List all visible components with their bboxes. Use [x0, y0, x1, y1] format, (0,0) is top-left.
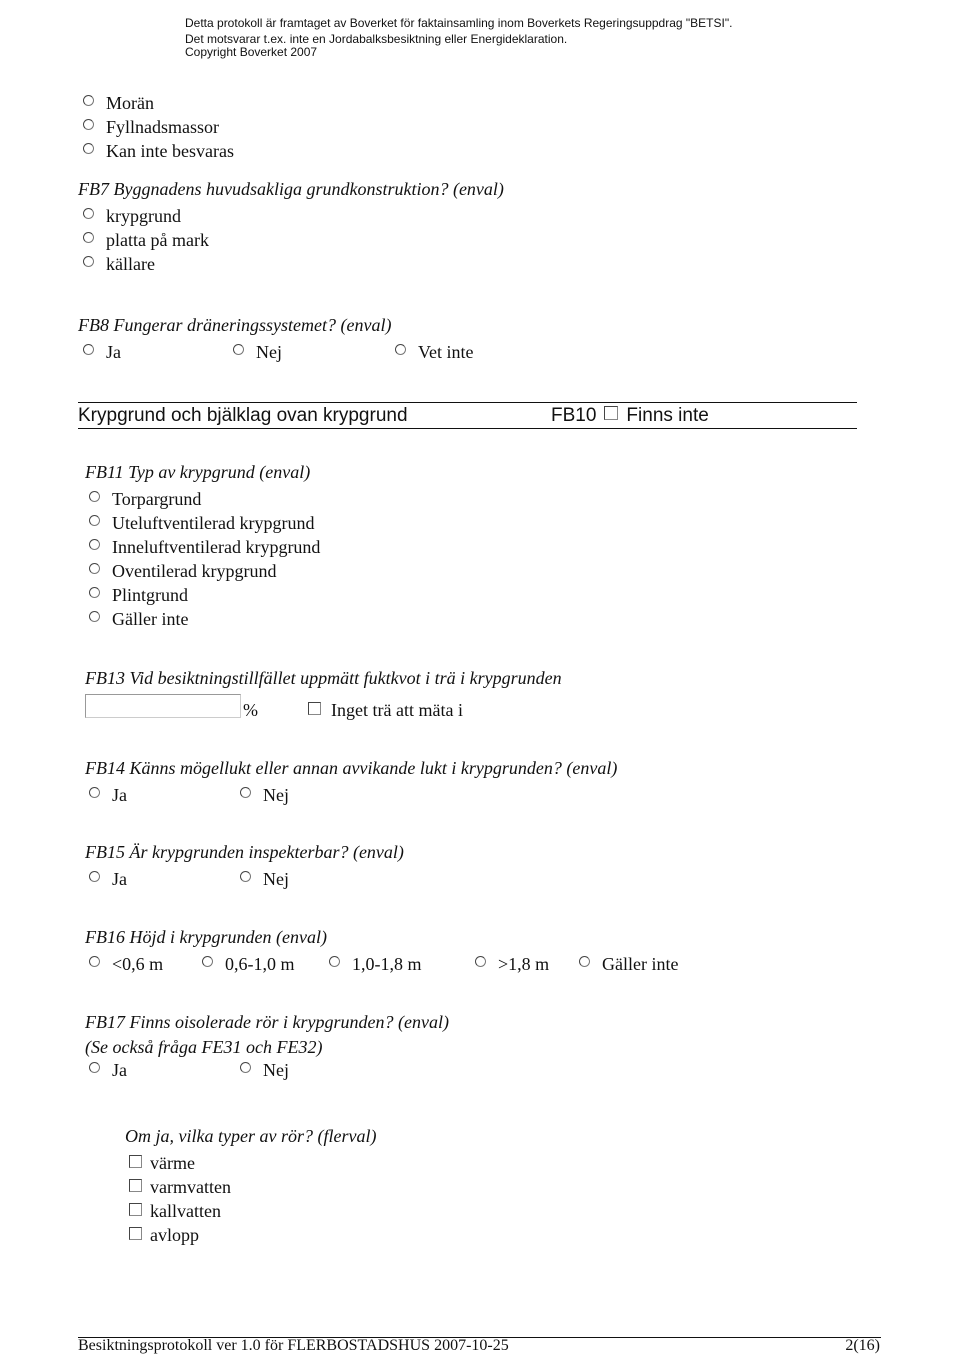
- checkbox-label: varmvatten: [150, 1177, 231, 1197]
- option-label: Gäller inte: [112, 609, 189, 629]
- fb14-option-nej[interactable]: [240, 785, 289, 806]
- checkbox[interactable]: [129, 1155, 142, 1168]
- option-label: Morän: [106, 93, 154, 113]
- fb11-option-oventilerad[interactable]: [89, 561, 276, 582]
- option-label: Nej: [256, 342, 282, 362]
- checkbox-label: Finns inte: [626, 405, 709, 426]
- option-label: Inneluftventilerad krypgrund: [112, 537, 321, 557]
- option-label: Ja: [112, 869, 127, 889]
- checkbox-label: Inget trä att mäta i: [331, 700, 463, 720]
- fb16-option-gt18[interactable]: [475, 954, 549, 975]
- radio-button[interactable]: [83, 256, 94, 267]
- option-label: Nej: [263, 1060, 289, 1080]
- fb11-option-plintgrund[interactable]: [89, 585, 188, 606]
- fb15-option-nej[interactable]: [240, 869, 289, 890]
- radio-button[interactable]: [83, 344, 94, 355]
- fb7-option-kallare[interactable]: [83, 254, 155, 275]
- pipe-type-kallvatten[interactable]: [129, 1201, 221, 1222]
- option-label: Gäller inte: [602, 954, 679, 974]
- fb15-option-ja[interactable]: [89, 869, 127, 890]
- fb15-question: FB15 Är krypgrunden inspekterbar? (enval): [85, 842, 404, 862]
- radio-button[interactable]: [89, 611, 100, 622]
- fb17-question: FB17 Finns oisolerade rör i krypgrunden? (enval): [85, 1012, 449, 1032]
- radio-button[interactable]: [579, 956, 590, 967]
- fb14-question: FB14 Känns mögellukt eller annan avvikande lukt i krypgrunden? (enval): [85, 758, 618, 778]
- radio-button[interactable]: [89, 871, 100, 882]
- radio-button[interactable]: [89, 1062, 100, 1073]
- radio-button[interactable]: [89, 563, 100, 574]
- checkbox[interactable]: [308, 702, 321, 715]
- fb7-option-krypgrund[interactable]: [83, 206, 181, 227]
- header-disclaimer-line2: Det motsvarar t.ex. inte en Jordabalksbesiktning eller Energideklaration.: [185, 32, 568, 46]
- section-title: Krypgrund och bjälklag ovan krypgrund: [78, 405, 408, 426]
- option-label: <0,6 m: [112, 954, 164, 974]
- radio-button[interactable]: [329, 956, 340, 967]
- section-top-rule: [78, 402, 857, 403]
- soil-option-moran[interactable]: [83, 93, 154, 114]
- checkbox-label: avlopp: [150, 1225, 199, 1245]
- radio-button[interactable]: [240, 1062, 251, 1073]
- radio-button[interactable]: [89, 787, 100, 798]
- section-bottom-rule: [78, 428, 857, 429]
- radio-button[interactable]: [395, 344, 406, 355]
- option-label: Plintgrund: [112, 585, 189, 605]
- radio-button[interactable]: [202, 956, 213, 967]
- header-copyright: Copyright Boverket 2007: [185, 45, 318, 59]
- radio-button[interactable]: [475, 956, 486, 967]
- fb16-question: FB16 Höjd i krypgrunden (enval): [85, 927, 327, 947]
- option-label: 0,6-1,0 m: [225, 954, 295, 974]
- fb8-option-ja[interactable]: [83, 342, 121, 363]
- header-disclaimer-line1: Detta protokoll är framtaget av Boverket för faktainsamling inom Boverkets Regeringsuppdrag "BETSI".: [185, 16, 733, 30]
- footer-document-title: Besiktningsprotokoll ver 1.0 för FLERBOSTADSHUS 2007-10-25: [78, 1337, 509, 1354]
- checkbox[interactable]: [129, 1203, 142, 1216]
- fb16-option-10-18[interactable]: [329, 954, 422, 975]
- pipe-type-avlopp[interactable]: [129, 1225, 199, 1246]
- radio-button[interactable]: [89, 539, 100, 550]
- option-label: Ja: [106, 342, 121, 362]
- radio-button[interactable]: [233, 344, 244, 355]
- checkbox-label: värme: [150, 1153, 195, 1173]
- radio-button[interactable]: [89, 515, 100, 526]
- option-label: Uteluftventilerad krypgrund: [112, 513, 315, 533]
- radio-button[interactable]: [89, 956, 100, 967]
- section-code: FB10: [551, 405, 597, 426]
- option-label: Oventilerad krypgrund: [112, 561, 277, 581]
- option-label: Ja: [112, 785, 127, 805]
- fb11-option-uteluft[interactable]: [89, 513, 314, 534]
- checkbox[interactable]: [129, 1179, 142, 1192]
- fb13-question: FB13 Vid besiktningstillfället uppmätt fuktkvot i trä i krypgrunden: [85, 668, 562, 688]
- soil-option-fyllnadsmassor[interactable]: [83, 117, 219, 138]
- option-label: krypgrund: [106, 206, 181, 226]
- radio-button[interactable]: [83, 208, 94, 219]
- fb16-option-galler-inte[interactable]: [579, 954, 678, 975]
- checkbox[interactable]: [604, 406, 618, 420]
- fuktkvot-input[interactable]: [85, 694, 241, 718]
- fb8-option-nej[interactable]: [233, 342, 282, 363]
- fb13-no-wood[interactable]: [308, 700, 463, 721]
- radio-button[interactable]: [83, 95, 94, 106]
- fb8-option-vet-inte[interactable]: [395, 342, 474, 363]
- option-label: >1,8 m: [498, 954, 550, 974]
- option-label: källare: [106, 254, 155, 274]
- fb11-option-torpargrund[interactable]: [89, 489, 201, 510]
- radio-button[interactable]: [83, 232, 94, 243]
- section-fb10[interactable]: [551, 405, 709, 427]
- fb16-option-06-10[interactable]: [202, 954, 295, 975]
- radio-button[interactable]: [240, 787, 251, 798]
- fb11-option-inneluft[interactable]: [89, 537, 320, 558]
- radio-button[interactable]: [83, 143, 94, 154]
- option-label: Nej: [263, 869, 289, 889]
- option-label: platta på mark: [106, 230, 209, 250]
- checkbox-label: kallvatten: [150, 1201, 221, 1221]
- footer-page-number: 2(16): [845, 1337, 880, 1354]
- option-label: Kan inte besvaras: [106, 141, 234, 161]
- option-label: Torpargrund: [112, 489, 202, 509]
- option-label: Ja: [112, 1060, 127, 1080]
- soil-option-kan-inte-besvaras[interactable]: [83, 141, 234, 162]
- fb17-sub-question: Om ja, vilka typer av rör? (flerval): [125, 1126, 377, 1146]
- checkbox[interactable]: [129, 1227, 142, 1240]
- fb8-question: FB8 Fungerar dräneringssystemet? (enval): [78, 315, 392, 335]
- fb17-option-ja[interactable]: [89, 1060, 127, 1081]
- option-label: Nej: [263, 785, 289, 805]
- fb17-question-reference: (Se också fråga FE31 och FE32): [85, 1037, 323, 1057]
- percent-unit: %: [243, 700, 258, 720]
- radio-button[interactable]: [240, 871, 251, 882]
- fb14-option-ja[interactable]: [89, 785, 127, 806]
- radio-button[interactable]: [89, 587, 100, 598]
- option-label: 1,0-1,8 m: [352, 954, 422, 974]
- radio-button[interactable]: [83, 119, 94, 130]
- option-label: Vet inte: [418, 342, 474, 362]
- fb11-question: FB11 Typ av krypgrund (enval): [85, 462, 311, 482]
- pipe-type-varme[interactable]: [129, 1153, 195, 1174]
- radio-button[interactable]: [89, 491, 100, 502]
- pipe-type-varmvatten[interactable]: [129, 1177, 231, 1198]
- fb17-option-nej[interactable]: [240, 1060, 289, 1081]
- fb11-option-galler-inte[interactable]: [89, 609, 188, 630]
- fb16-option-lt06[interactable]: [89, 954, 163, 975]
- fb7-question: FB7 Byggnadens huvudsakliga grundkonstruktion? (enval): [78, 179, 504, 199]
- fb7-option-platta[interactable]: [83, 230, 209, 251]
- option-label: Fyllnadsmassor: [106, 117, 220, 137]
